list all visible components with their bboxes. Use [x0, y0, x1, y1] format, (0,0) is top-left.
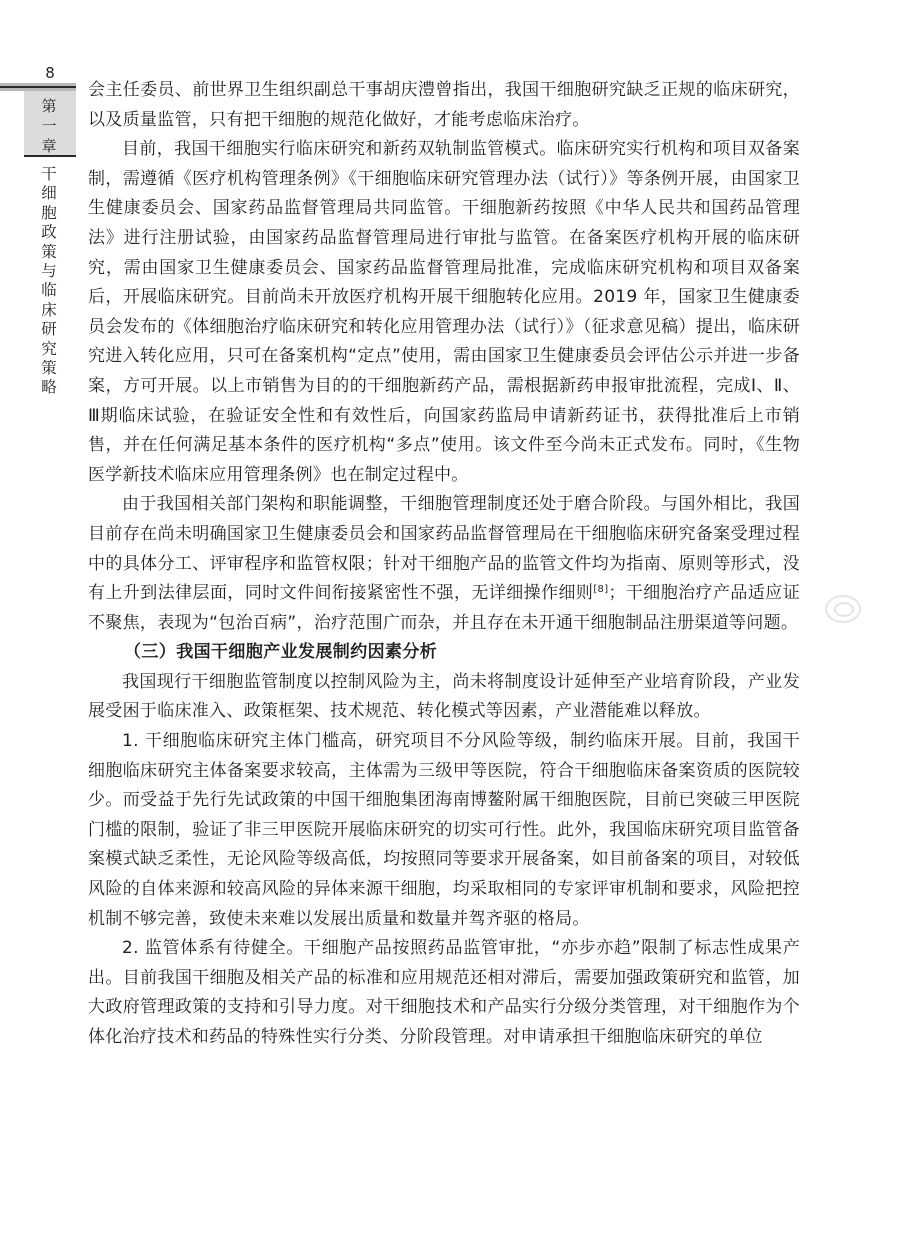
paragraph-4: 我国现行干细胞监管制度以控制风险为主，尚未将制度设计延伸至产业培育阶段，产业发展受困于临床准入、政策框架、技术规范、转化模式等因素，产业潜能难以释放。 — [88, 671, 800, 722]
chapter-title-vertical: 干细胞政策与临床研究策略 — [41, 165, 57, 397]
paragraph-2: 目前，我国干细胞实行临床研究和新药双轨制监管模式。临床研究实行机构和项目双备案制，需遵循《医疗机构管理条例》《干细胞临床研究管理办法（试行）》等条例开展，由国家卫生健康委员会、国家药品监督管理局共同监管。干细胞新药按照《中华人民共和国药品管理法》进行注册试验，由国家药品监督管理局进行审批与监管。在备案医疗机构开展的临床研究，需由国家卫生健康委员会、国家药品监督管理局批准，完成临床研究机构和项目双备案后，开展临床研究。目前尚未开放医疗机构开展干细胞转化应用。2019 年，国家卫生健康委员会发布的《体细胞治疗临床研究和转化应用管理办法（试行）》（征求意见稿）提出，临床研究进入转化应用，只可在备案机构“定点”使用，需由国家卫生健康委员会评估公示并进一步备案，方可开展。以上市销售为目的的干细胞新药产品，需根据新药申报审批流程，完成Ⅰ、Ⅱ、Ⅲ期临床试验，在验证安全性和有效性后，向国家药监局申请新药证书，获得批准后上市销售，并在任何满足基本条件的医疗机构“多点”使用。该文件至今尚未正式发布。同时，《生物医学新技术临床应用管理条例》也在制定过程中。 — [88, 139, 800, 485]
chapter-label-char: 一 — [41, 117, 57, 135]
paragraph-3-text-a: 由于我国相关部门架构和职能调整，干细胞管理制度还处于磨合阶段。与国外相比，我国目前存在尚未明确国家卫生健康委员会和国家药品监督管理局在干细胞临床研究备案受理过程中的具体分工、评审程序和监管权限；针对干细胞产品的监管文件均为指南、原则等形式，没有上升到法律层面，同时文件间衔接紧密性不强，无详细操作细则 — [88, 494, 800, 604]
page-number: 8 — [45, 64, 55, 82]
section-heading-3: （三）我国干细胞产业发展制约因素分析 — [124, 642, 438, 663]
chapter-label — [39, 96, 59, 156]
text-column — [88, 76, 800, 1053]
chapter-label-char: 章 — [41, 137, 57, 155]
watermark-logo — [825, 595, 861, 623]
citation-8: [8] — [593, 584, 609, 596]
paragraph-3 — [88, 490, 800, 638]
paragraph-5: 1. 干细胞临床研究主体门槛高，研究项目不分风险等级，制约临床开展。目前，我国干细胞临床研究主体备案要求较高，主体需为三级甲等医院，符合干细胞临床备案资质的医院较少。而受益于先行先试政策的中国干细胞集团海南博鳌附属干细胞医院，目前已突破三甲医院门槛的限制，验证了非三甲医院开展临床研究的切实可行性。此外，我国临床研究项目监管备案模式缺乏柔性，无论风险等级高低，均按照同等要求开展备案，如目前备案的项目，对较低风险的自体来源和较高风险的异体来源干细胞，均采取相同的专家评审机制和要求，风险把控机制不够完善，致使未来难以发展出质量和数量并驾齐驱的格局。 — [88, 731, 800, 929]
paragraph-3-text-b: ；干细胞治疗产品适应证不聚焦，表现为“包治百病”，治疗范围广而杂，并且存在未开通干细胞制品注册渠道等问题。 — [88, 583, 800, 633]
header-rule-dark — [0, 86, 76, 88]
paragraph-1: 会主任委员、前世界卫生组织副总干事胡庆澧曾指出，我国干细胞研究缺乏正规的临床研究，以及质量监管，只有把干细胞的规范化做好，才能考虑临床治疗。 — [88, 80, 800, 130]
paragraph-6: 2. 监管体系有待健全。干细胞产品按照药品监管审批，“亦步亦趋”限制了标志性成果产出。目前我国干细胞及相关产品的标准和应用规范还相对滞后，需要加强政策研究和监管，加大政府管理政策的支持和引导力度。对干细胞技术和产品实行分级分类管理，对干细胞作为个体化治疗技术和药品的特殊性实行分类、分阶段管理。对申请承担干细胞临床研究的单位 — [88, 938, 800, 1047]
chapter-label-char: 第 — [41, 97, 57, 115]
